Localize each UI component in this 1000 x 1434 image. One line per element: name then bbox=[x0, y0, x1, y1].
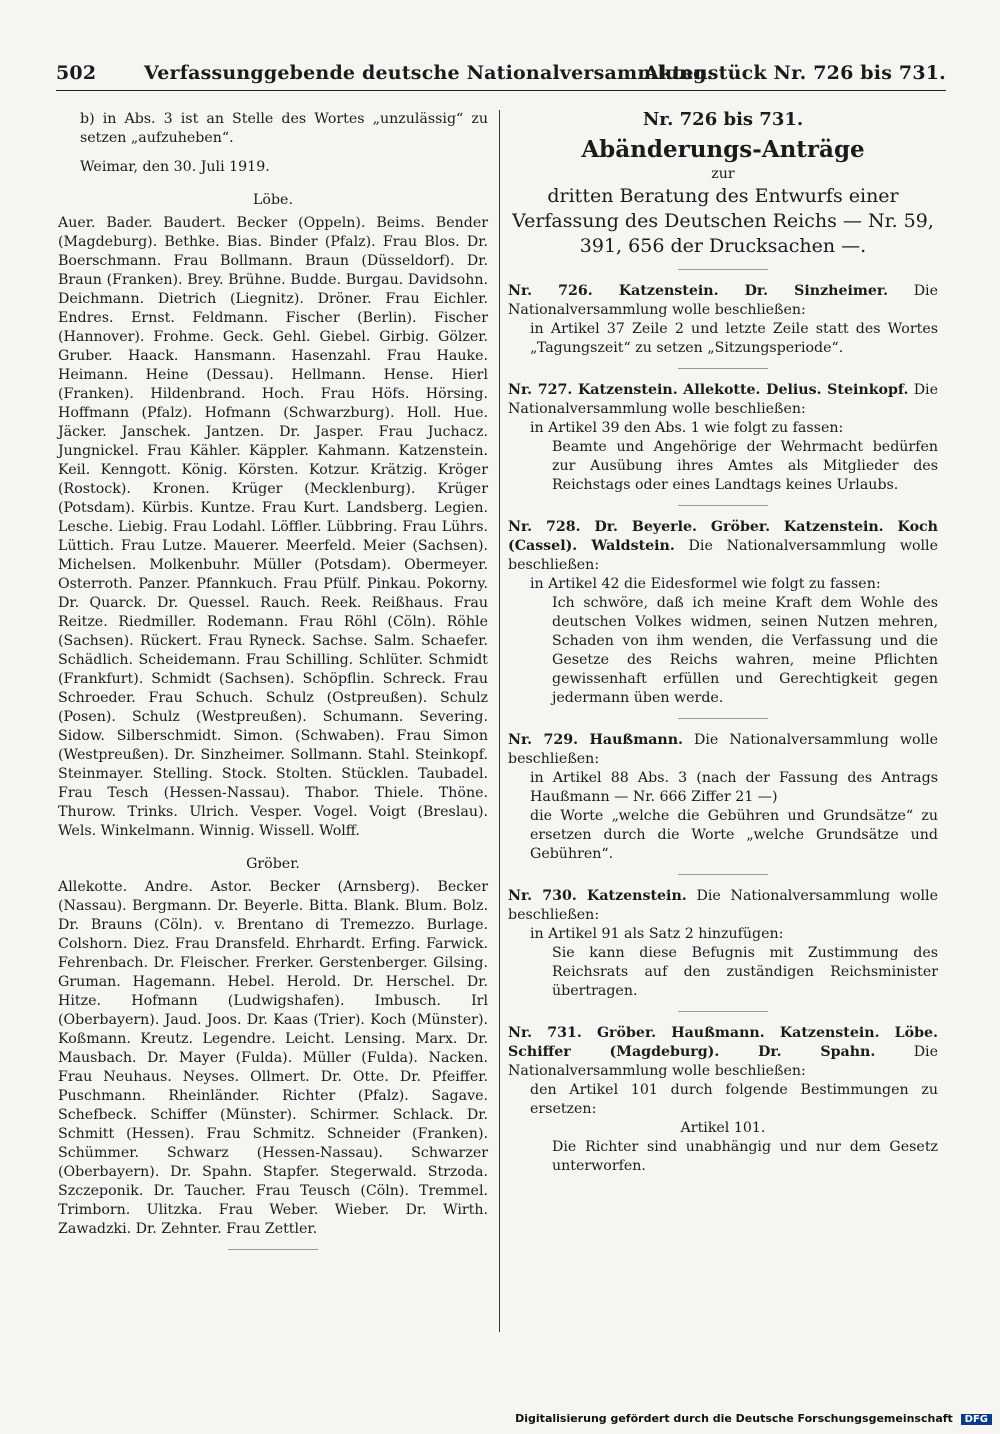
amendment-730 bbox=[508, 887, 938, 925]
page-number: 502 bbox=[56, 62, 97, 84]
section-separator bbox=[228, 1249, 318, 1250]
amendment-728-body: in Artikel 42 die Eidesformel wie folgt zu fassen: bbox=[530, 576, 881, 592]
amendment-728-head: Nr. 728. Dr. Beyerle. Gröber. Katzenstein. Koch (Cassel). Waldstein. bbox=[508, 519, 938, 554]
amendment-728-quote: Ich schwöre, daß ich meine Kraft dem Wohle des deutschen Volkes widmen, seinen Nutzen mehren, Schaden von ihm wenden, die Verfassung und die Gesetze des Reichs wahren, meine Pflichten gewissenhaft erfüllen und Gerechtigkeit gegen jedermann üben werde. bbox=[552, 595, 938, 706]
amendment-727-quote: Beamte und Angehörige der Wehrmacht bedürfen zur Ausübung ihres Amtes als Mitglieder des Reichstags oder eines Landtags keines Urlaubs. bbox=[552, 439, 938, 493]
section-zur: zur bbox=[711, 166, 735, 182]
place-date: Weimar, den 30. Juli 1919. bbox=[80, 159, 270, 175]
amendment-separator bbox=[678, 874, 768, 875]
amendment-729-quote: die Worte „welche die Gebühren und Grundsätze“ zu ersetzen durch die Worte „welche Grundsätze und Gebühren“. bbox=[530, 808, 938, 862]
section-title: Abänderungs-Anträge bbox=[581, 136, 865, 163]
amendment-726-intro: Die Nationalversammlung wolle beschließen: bbox=[508, 283, 938, 318]
amendment-separator bbox=[678, 718, 768, 719]
amendment-726-head: Nr. 726. Katzenstein. Dr. Sinzheimer. bbox=[508, 283, 889, 299]
signatory-loebe: Löbe. bbox=[253, 192, 293, 208]
document-reference: Aktenstück Nr. 726 bis 731. bbox=[644, 62, 946, 84]
amendment-728-intro: Die Nationalversammlung wolle beschließen: bbox=[508, 538, 938, 573]
page-header bbox=[56, 58, 946, 91]
amendment-731-head: Nr. 731. Gröber. Haußmann. Katzenstein. Löbe. Schiffer (Magdeburg). Dr. Spahn. bbox=[508, 1025, 938, 1060]
section-subtitle: dritten Beratung des Entwurfs einer Verfassung des Deutschen Reichs — Nr. 59, 391, 656 der Drucksachen —. bbox=[512, 185, 934, 257]
amendment-731-quote: Die Richter sind unabhängig und nur dem Gesetz unterworfen. bbox=[552, 1139, 938, 1174]
amendment-729 bbox=[508, 731, 938, 769]
amendment-731-body: den Artikel 101 durch folgende Bestimmungen zu ersetzen: bbox=[530, 1082, 938, 1117]
dfg-logo: DFG bbox=[961, 1414, 992, 1425]
digitization-footer bbox=[515, 1412, 992, 1425]
amendment-730-intro: Die Nationalversammlung wolle beschließen: bbox=[508, 888, 938, 923]
section-number: Nr. 726 bis 731. bbox=[642, 109, 804, 130]
footer-text: Digitalisierung gefördert durch die Deutsche Forschungsgemeinschaft bbox=[515, 1412, 953, 1425]
amendment-729-head: Nr. 729. Haußmann. bbox=[508, 732, 683, 748]
amendment-separator bbox=[678, 368, 768, 369]
amendment-730-quote: Sie kann diese Befugnis mit Zustimmung des Reichsrats auf den zuständigen Reichsminister übertragen. bbox=[552, 945, 938, 999]
item-b: b) in Abs. 3 ist an Stelle des Wortes „unzulässig“ zu setzen „aufzuheben“. bbox=[80, 111, 488, 146]
amendment-separator bbox=[678, 1011, 768, 1012]
amendment-726-body: in Artikel 37 Zeile 2 und letzte Zeile statt des Wortes „Tagungszeit“ zu setzen „Sitzungsperiode“. bbox=[530, 321, 938, 356]
left-column bbox=[58, 110, 488, 1262]
amendment-730-body: in Artikel 91 als Satz 2 hinzufügen: bbox=[530, 926, 784, 942]
signatory-list-2: Allekotte. Andre. Astor. Becker (Arnsberg). Becker (Nassau). Bergmann. Dr. Beyerle. Bitta. Blank. Blum. Bolz. Dr. Brauns (Cöln). v. Brentano di Tremezzo. Burlage. Colshorn. Diez. Frau Dransfeld. Ehrhardt. Erfing. Farwick. Fehrenbach. Dr. Fleischer. Frerker. Gerstenberger. Gilsing. Gruman. Hagemann. Hebel. Herold. Dr. Herschel. Dr. Hitze. Hofmann (Ludwigshafen). Imbusch. Irl (Oberbayern). Jaud. Joos. Dr. Kaas (Trier). Koch (Münster). Koßmann. Kreutz. Legendre. Leicht. Lensing. Marx. Dr. Mausbach. Dr. Mayer (Fulda). Müller (Fulda). Nacken. Frau Neuhaus. Neyses. Ollmert. Dr. Otte. Dr. Pfeiffer. Puschmann. Rheinländer. Richter (Pfalz). Sagave. Schefbeck. Schiffer (Münster). Schirmer. Schlack. Dr. Schmitt (Hessen). Frau Schmitz. Schneider (Franken). Schümmer. Schwarz (Hessen-Nassau). Schwarzer (Oberbayern). Dr. Spahn. Stapfer. Stegerwald. Strzoda. Szczeponik. Dr. Taucher. Frau Teusch (Cöln). Tremmel. Trimborn. Ulitzka. Frau Weber. Wieber. Dr. Wirth. Zawadzki. Dr. Zehnter. Frau Zettler. bbox=[58, 879, 488, 1237]
amendment-726 bbox=[508, 282, 938, 320]
running-title: Verfassunggebende deutsche Nationalversammlung. bbox=[144, 62, 714, 84]
column-divider bbox=[499, 110, 500, 1332]
amendment-731 bbox=[508, 1024, 938, 1081]
amendment-separator bbox=[678, 505, 768, 506]
signatory-groeber: Gröber. bbox=[246, 856, 300, 872]
section-separator bbox=[678, 269, 768, 270]
amendment-727-head: Nr. 727. Katzenstein. Allekotte. Delius. Steinkopf. bbox=[508, 382, 909, 398]
amendment-727-body: in Artikel 39 den Abs. 1 wie folgt zu fassen: bbox=[530, 420, 844, 436]
signatory-list-1: Auer. Bader. Baudert. Becker (Oppeln). Beims. Bender (Magdeburg). Bethke. Bias. Binder (Pfalz). Frau Blos. Dr. Boerschmann. Frau Bollmann. Braun (Düsseldorf). Dr. Braun (Franken). Brey. Brühne. Budde. Burgau. Davidsohn. Deichmann. Dietrich (Liegnitz). Dröner. Frau Eichler. Endres. Ernst. Feldmann. Fischer (Berlin). Fischer (Hannover). Frohme. Geck. Gehl. Giebel. Girbig. Gölzer. Gruber. Haack. Hansmann. Hasenzahl. Frau Hauke. Heimann. Heine (Dessau). Hellmann. Hense. Hierl (Franken). Hildenbrand. Hoch. Frau Höfs. Hörsing. Hoffmann (Pfalz). Hofmann (Schwarzburg). Holl. Hue. Jäcker. Janschek. Jantzen. Dr. Jasper. Frau Juchacz. Jungnickel. Frau Kähler. Käppler. Kahmann. Katzenstein. Keil. Kenngott. König. Körsten. Kotzur. Krätzig. Kröger (Rostock). Kronen. Krüger (Mecklenburg). Krüger (Potsdam). Kürbis. Kuntze. Frau Kurt. Landsberg. Legien. Lesche. Liebig. Frau Lodahl. Löffler. Lübbring. Frau Lührs. Lüttich. Frau Lutze. Mauerer. Meerfeld. Meier (Sachsen). Michelsen. Molkenbuhr. Müller (Potsdam). Obermeyer. Osterroth. Panzer. Pfannkuch. Frau Pfülf. Pinkau. Pokorny. Dr. Quarck. Dr. Quessel. Rauch. Reek. Reißhaus. Frau Reitze. Riedmiller. Rodemann. Frau Röhl (Cöln). Röhle (Sachsen). Rückert. Frau Ryneck. Sachse. Salm. Schaefer. Schädlich. Scheidemann. Frau Schilling. Schlüter. Schmidt (Frankfurt). Schmidt (Sachsen). Schöpflin. Schreck. Frau Schroeder. Frau Schuch. Schulz (Ostpreußen). Schulz (Posen). Schulz (Westpreußen). Schumann. Severing. Sidow. Silberschmidt. Simon. (Schwaben). Frau Simon (Westpreußen). Dr. Sinzheimer. Sollmann. Stahl. Steinkopf. Steinmayer. Stelling. Stock. Stolten. Stücklen. Taubadel. Frau Tesch (Hessen-Nassau). Thabor. Thiele. Thöne. Thurow. Trinks. Ulrich. Vesper. Vogel. Voigt (Breslau). Wels. Winkelmann. Winnig. Wissell. Wolff. bbox=[58, 215, 488, 839]
right-column bbox=[508, 110, 938, 1176]
amendment-727 bbox=[508, 381, 938, 419]
amendment-728 bbox=[508, 518, 938, 575]
amendment-731-article: Artikel 101. bbox=[680, 1120, 766, 1136]
amendment-729-intro: Die Nationalversammlung wolle beschließen: bbox=[508, 732, 938, 767]
amendment-731-intro: Die Nationalversammlung wolle beschließen: bbox=[508, 1044, 938, 1079]
amendment-727-intro: Die Nationalversammlung wolle beschließen: bbox=[508, 382, 938, 417]
amendment-729-body: in Artikel 88 Abs. 3 (nach der Fassung des Antrags Haußmann — Nr. 666 Ziffer 21 —) bbox=[530, 770, 938, 805]
amendment-730-head: Nr. 730. Katzenstein. bbox=[508, 888, 687, 904]
